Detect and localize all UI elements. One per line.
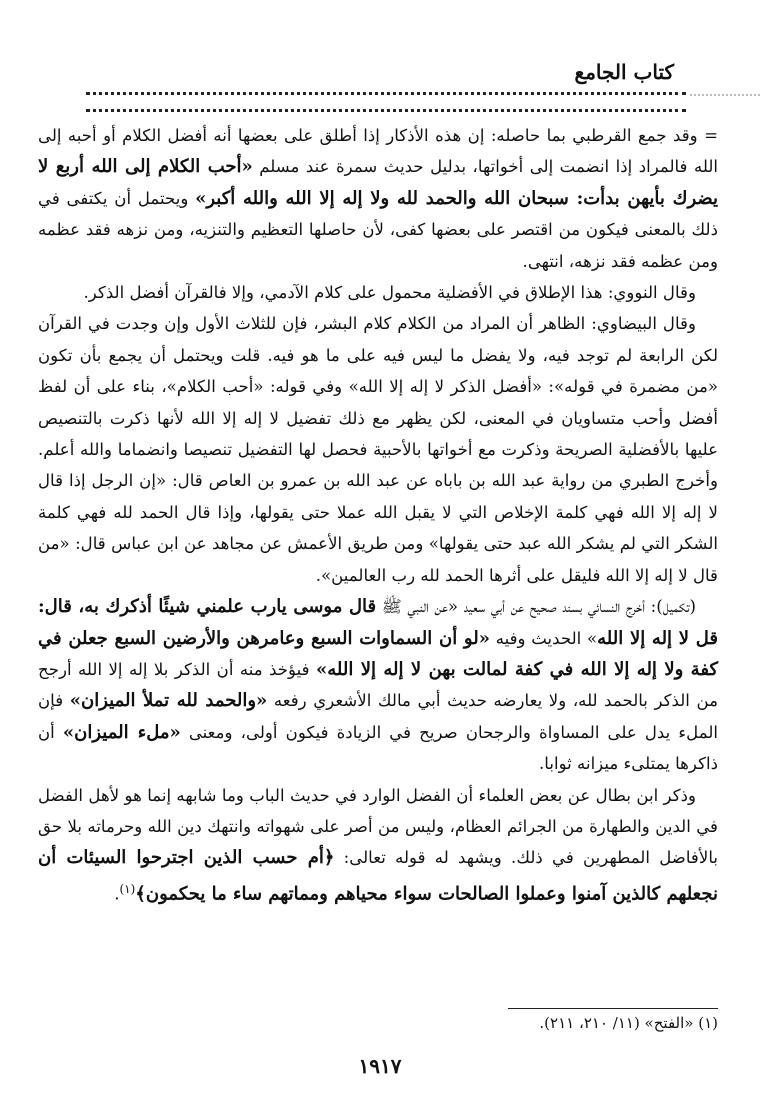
paragraph	[38, 591, 718, 779]
emphasized-quote: «والحمد لله تملأ الميزان»	[69, 690, 268, 712]
text-run: أن ذاكرها يمتلىء ميزانه ثوابا.	[38, 722, 718, 774]
text-run: وقال البيضاوي: الظاهر أن المراد من الكلام كلام البشر، فإن للثلاث الأول وإن وجدت في القرآن لكن الرابعة لم توجد فيه، ولا يفضل ما ليس فيه على ما هو فيه. قلت ويحتمل أن يجمع بأن تكون «من مضمرة في قوله»: «أفضل الذكر لا إله إلا الله» وفي قوله: «أحب الكلام»، بناء على أن لفظ أفضل وأحب متساويان في المعنى، لكن يظهر مع ذلك تفضيل لا إله إلا الله لأنها ذكرت بالتنصيص عليها بالأفضلية الصريحة وذكرت مع أخواتها بالأحبية فحصل لها التفضيل تنصيصا وانضماما والله أعلم. وأخرج الطبري من رواية عبد الله بن باباه عن عبد الله بن عمرو بن العاص قال: «إن الرجل إذا قال لا إله إلا الله فهي كلمة الإخلاص التي لا يقبل الله عملا حتى يقولها، وإذا قال الحمد لله فهي كلمة الشكر التي لم يشكر الله عبد حتى يقولها» ومن طريق الأعمش عن مجاهد عن ابن عباس قال: «من قال لا إله إلا الله فليقل على أثرها الحمد لله رب العالمين».	[38, 314, 718, 585]
page-number: ١٩١٧	[358, 1054, 402, 1078]
text-run: = وقد جمع القرطبي بما حاصله: إن هذه الأذكار إذا أطلق على بعضها أنه أفضل الكلام أو أحبه إلى الله فالمراد إذا انضمت إلى أخواتها، بدليل حديث سمرة عند مسلم	[38, 126, 719, 177]
emphasized-quote: «لو أن السماوات السبع وعامرهن والأرضين السبع جعلن في كفة ولا إله إلا الله في كفة لمالت بهن لا إله إلا الله»	[38, 627, 719, 680]
header-dotted-rule	[86, 92, 686, 112]
paragraph	[38, 277, 718, 308]
text-run: وقال النووي: هذا الإطلاق في الأفضلية محمول على كلام الآدمي، وإلا فالقرآن أفضل الذكر.	[83, 283, 696, 303]
text-run: فإن الملء يدل على المساواة والرجحان صريح في الزيادة فيكون أولى، ومعنى	[38, 691, 718, 742]
paragraph	[38, 308, 718, 591]
text-run: وذكر ابن بطال عن بعض العلماء أن الفضل الوارد في حديث الباب وما شابهه إنما هو لأهل الفضل في الدين والطهارة من الجرائم العظام، وليس من أصر على شهواته وانتهك دين الله وحرماته بلا حق بالأفاضل المطهرين في ذلك. ويشهد له قوله تعالى:	[38, 785, 719, 868]
paragraph	[38, 120, 718, 277]
footnote-reference: (١)	[119, 881, 136, 896]
emphasized-quote: «أحب الكلام إلى الله أربع لا يضرك بأيهن بدأت: سبحان الله والحمد لله ولا إله إلا الله والله أكبر»	[38, 156, 718, 209]
running-header-title: كتاب الجامع	[574, 60, 674, 84]
text-run: » الحديث وفيه	[489, 628, 598, 648]
emphasized-quote: «ملء الميزان»	[62, 721, 181, 743]
text-run: (تكميل): أخرج النسائي بسند صحيح عن أبي سعيد «عن النبي ﷺ	[376, 597, 696, 617]
main-text-body	[38, 120, 718, 910]
paragraph	[38, 780, 718, 910]
emphasized-quote: ﴿أم حسب الذين اجترحوا السيئات أن نجعلهم كالذين آمنوا وعملوا الصالحات سواء محياهم ومماتهم ساء ما يحكمون﴾	[38, 847, 718, 905]
text-run: .	[114, 884, 120, 904]
emphasized-quote: قال موسى يارب علمني شيئًا أذكرك به، قال: قل لا إله إلا الله	[38, 596, 718, 649]
text-run: ويحتمل أن يكتفى في ذلك بالمعنى فيكون من اقتصر على بعضها كفى، لأن حاصلها التعظيم والتنزيه، ومن نزهه فقد عظمه ومن عظمه فقد نزهه، انتهى.	[38, 188, 718, 271]
footnote: (١) «الفتح» (١١/ ٢١٠، ٢١١).	[539, 1014, 718, 1032]
text-run: فيؤخذ منه أن الذكر بلا إله إلا الله أرجح من الذكر بالحمد لله، ولا يعارضه حديث أبي مالك الأشعري رفعه	[38, 659, 718, 711]
footnote-separator	[508, 1008, 718, 1009]
margin-dotted-line	[690, 94, 760, 96]
